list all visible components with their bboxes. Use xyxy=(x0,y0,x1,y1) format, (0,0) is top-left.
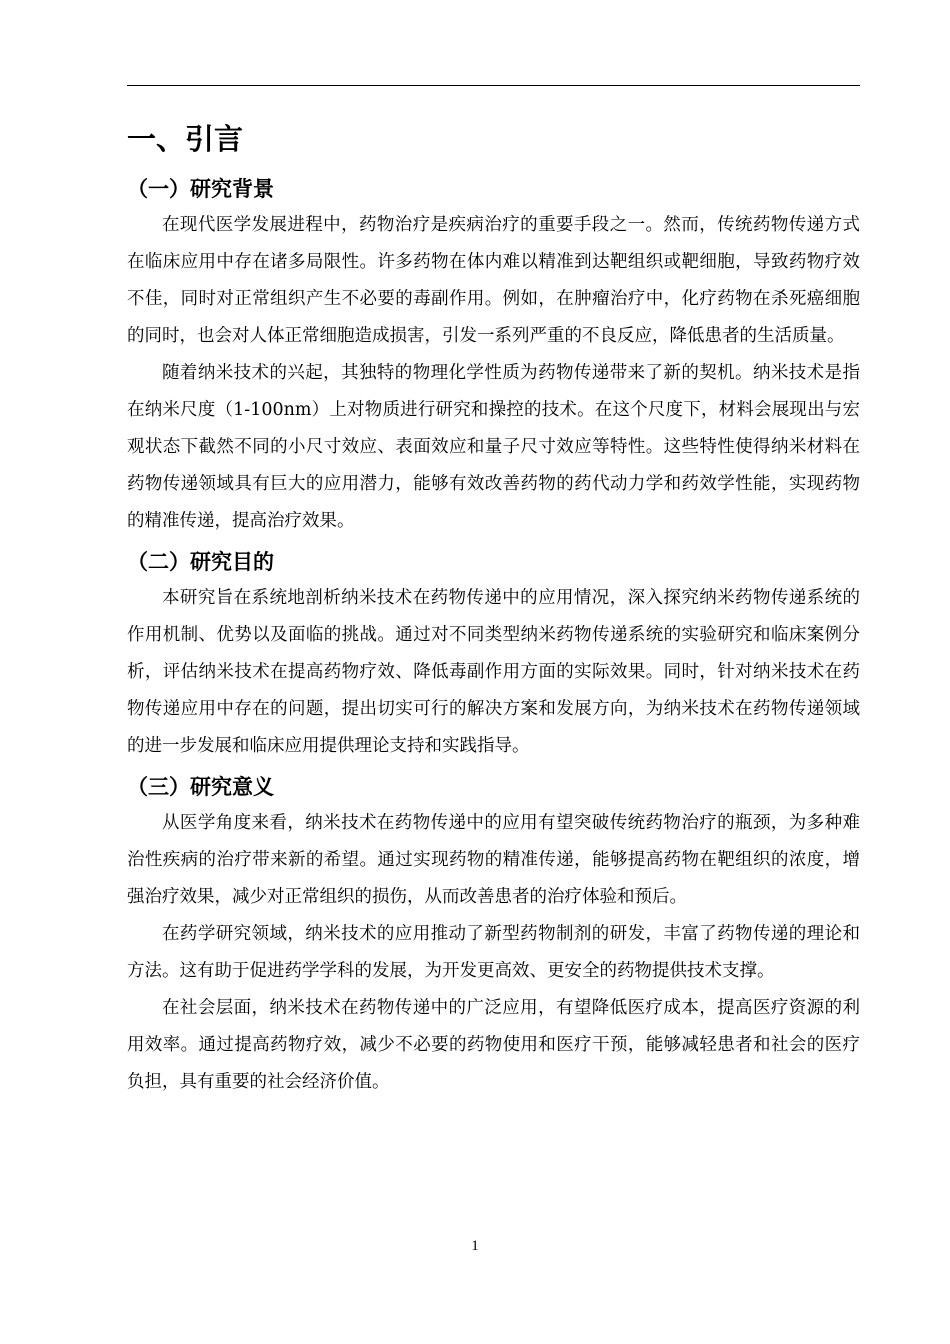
paragraph: 本研究旨在系统地剖析纳米技术在药物传递中的应用情况，深入探究纳米药物传递系统的作用机制、优势以及面临的挑战。通过对不同类型纳米药物传递系统的实验研究和临床案例分析，评估纳米技术在提高药物疗效、降低毒副作用方面的实际效果。同时，针对纳米技术在药物传递应用中存在的问题，提出切实可行的解决方案和发展方向，为纳米技术在药物传递领域的进一步发展和临床应用提供理论支持和实践指导。 xyxy=(127,588,860,756)
section-background xyxy=(127,173,860,540)
section-title: （三）研究意义 xyxy=(127,775,274,799)
paragraph: 在现代医学发展进程中，药物治疗是疾病治疗的重要手段之一。然而，传统药物传递方式在临床应用中存在诸多局限性。许多药物在体内难以精准到达靶组织或靶细胞，导致药物疗效不佳，同时对正常组织产生不必要的毒副作用。例如，在肿瘤治疗中，化疗药物在杀死癌细胞的同时，也会对人体正常细胞造成损害，引发一系列严重的不良反应，降低患者的生活质量。 xyxy=(127,215,860,346)
section-title: （一）研究背景 xyxy=(127,177,274,201)
section-purpose xyxy=(127,546,860,765)
paragraph: 在社会层面，纳米技术在药物传递中的广泛应用，有望降低医疗成本，提高医疗资源的利用效率。通过提高药物疗效，减少不必要的药物使用和医疗干预，能够减轻患者和社会的医疗负担，具有重要的社会经济价值。 xyxy=(127,998,860,1092)
paragraph: 从医学角度来看，纳米技术在药物传递中的应用有望突破传统药物治疗的瓶颈，为多种难治性疾病的治疗带来新的希望。通过实现药物的精准传递，能够提高药物在靶组织的浓度，增强治疗效果，减少对正常组织的损伤，从而改善患者的治疗体验和预后。 xyxy=(127,813,860,907)
chapter-heading: 一、引言 xyxy=(127,122,244,156)
page-number: 1 xyxy=(471,1238,479,1254)
section-title: （二）研究目的 xyxy=(127,550,274,574)
paragraph: 随着纳米技术的兴起，其独特的物理化学性质为药物传递带来了新的契机。纳米技术是指在纳米尺度（1-100nm）上对物质进行研究和操控的技术。在这个尺度下，材料会展现出与宏观状态下截然不同的小尺寸效应、表面效应和量子尺寸效应等特性。这些特性使得纳米材料在药物传递领域具有巨大的应用潜力，能够有效改善药物的药代动力学和药效学性能，实现药物的精准传递，提高治疗效果。 xyxy=(127,363,860,531)
header-rule xyxy=(127,85,860,86)
section-significance xyxy=(127,771,860,1101)
page-body xyxy=(127,115,860,1107)
paragraph: 在药学研究领域，纳米技术的应用推动了新型药物制剂的研发，丰富了药物传递的理论和方法。这有助于促进药学学科的发展，为开发更高效、更安全的药物提供技术支撑。 xyxy=(127,924,860,981)
